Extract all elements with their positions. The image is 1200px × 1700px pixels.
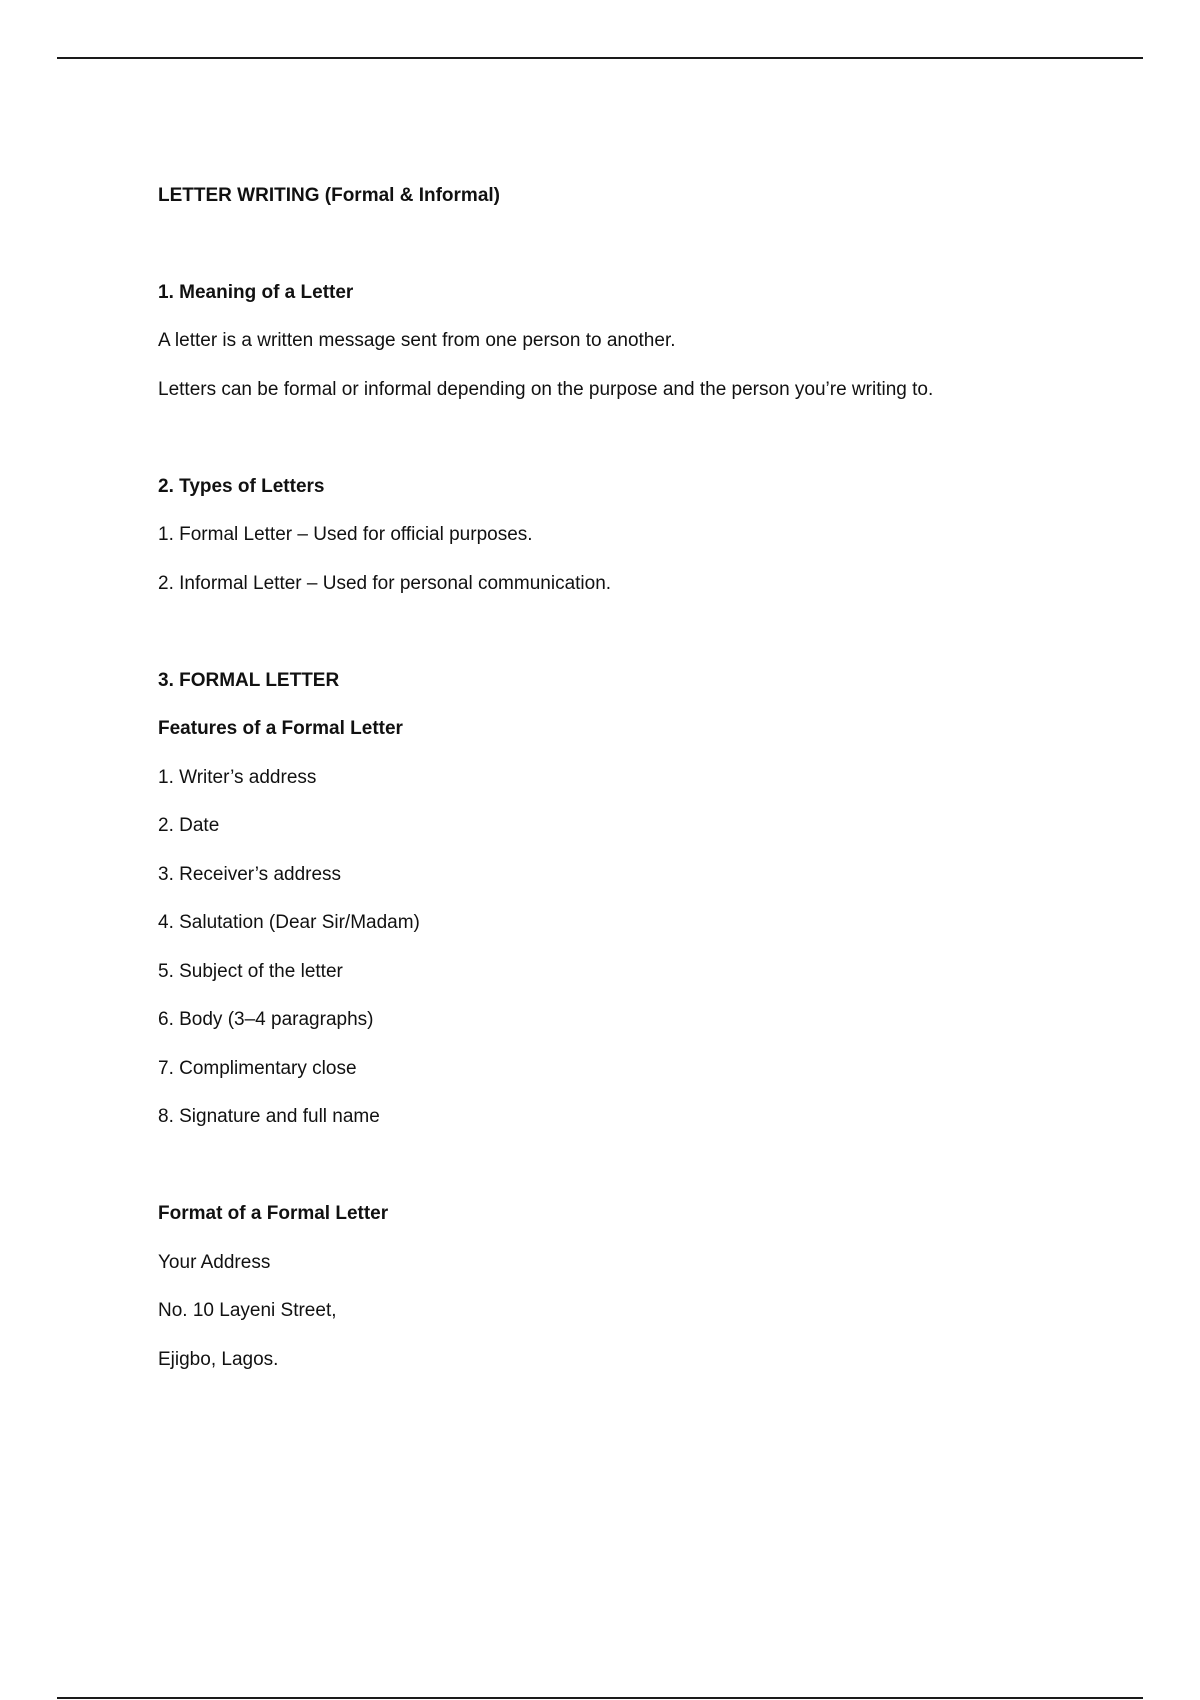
paragraph: A letter is a written message sent from one person to another. — [158, 330, 676, 351]
features-heading: Features of a Formal Letter — [158, 718, 403, 739]
document-title: LETTER WRITING (Formal & Informal) — [158, 185, 500, 206]
address-line: No. 10 Layeni Street, — [158, 1300, 337, 1321]
paragraph: Letters can be formal or informal depending on the purpose and the person you’re writing to. — [158, 379, 934, 400]
section-heading-types: 2. Types of Letters — [158, 476, 325, 497]
list-item: 2. Informal Letter – Used for personal communication. — [158, 573, 612, 594]
list-item: 5. Subject of the letter — [158, 961, 343, 982]
list-item: 1. Formal Letter – Used for official purposes. — [158, 524, 533, 545]
bottom-rule — [57, 1697, 1143, 1699]
address-line: Your Address — [158, 1252, 271, 1273]
address-line: Ejigbo, Lagos. — [158, 1349, 279, 1370]
top-rule — [57, 57, 1143, 59]
list-item: 4. Salutation (Dear Sir/Madam) — [158, 912, 420, 933]
list-item: 7. Complimentary close — [158, 1058, 357, 1079]
format-heading: Format of a Formal Letter — [158, 1203, 389, 1224]
list-item: 3. Receiver’s address — [158, 864, 342, 885]
list-item: 1. Writer’s address — [158, 767, 317, 788]
section-heading-meaning: 1. Meaning of a Letter — [158, 282, 354, 303]
list-item: 6. Body (3–4 paragraphs) — [158, 1009, 374, 1030]
list-item: 2. Date — [158, 815, 220, 836]
section-heading-formal: 3. FORMAL LETTER — [158, 670, 340, 691]
list-item: 8. Signature and full name — [158, 1106, 380, 1127]
